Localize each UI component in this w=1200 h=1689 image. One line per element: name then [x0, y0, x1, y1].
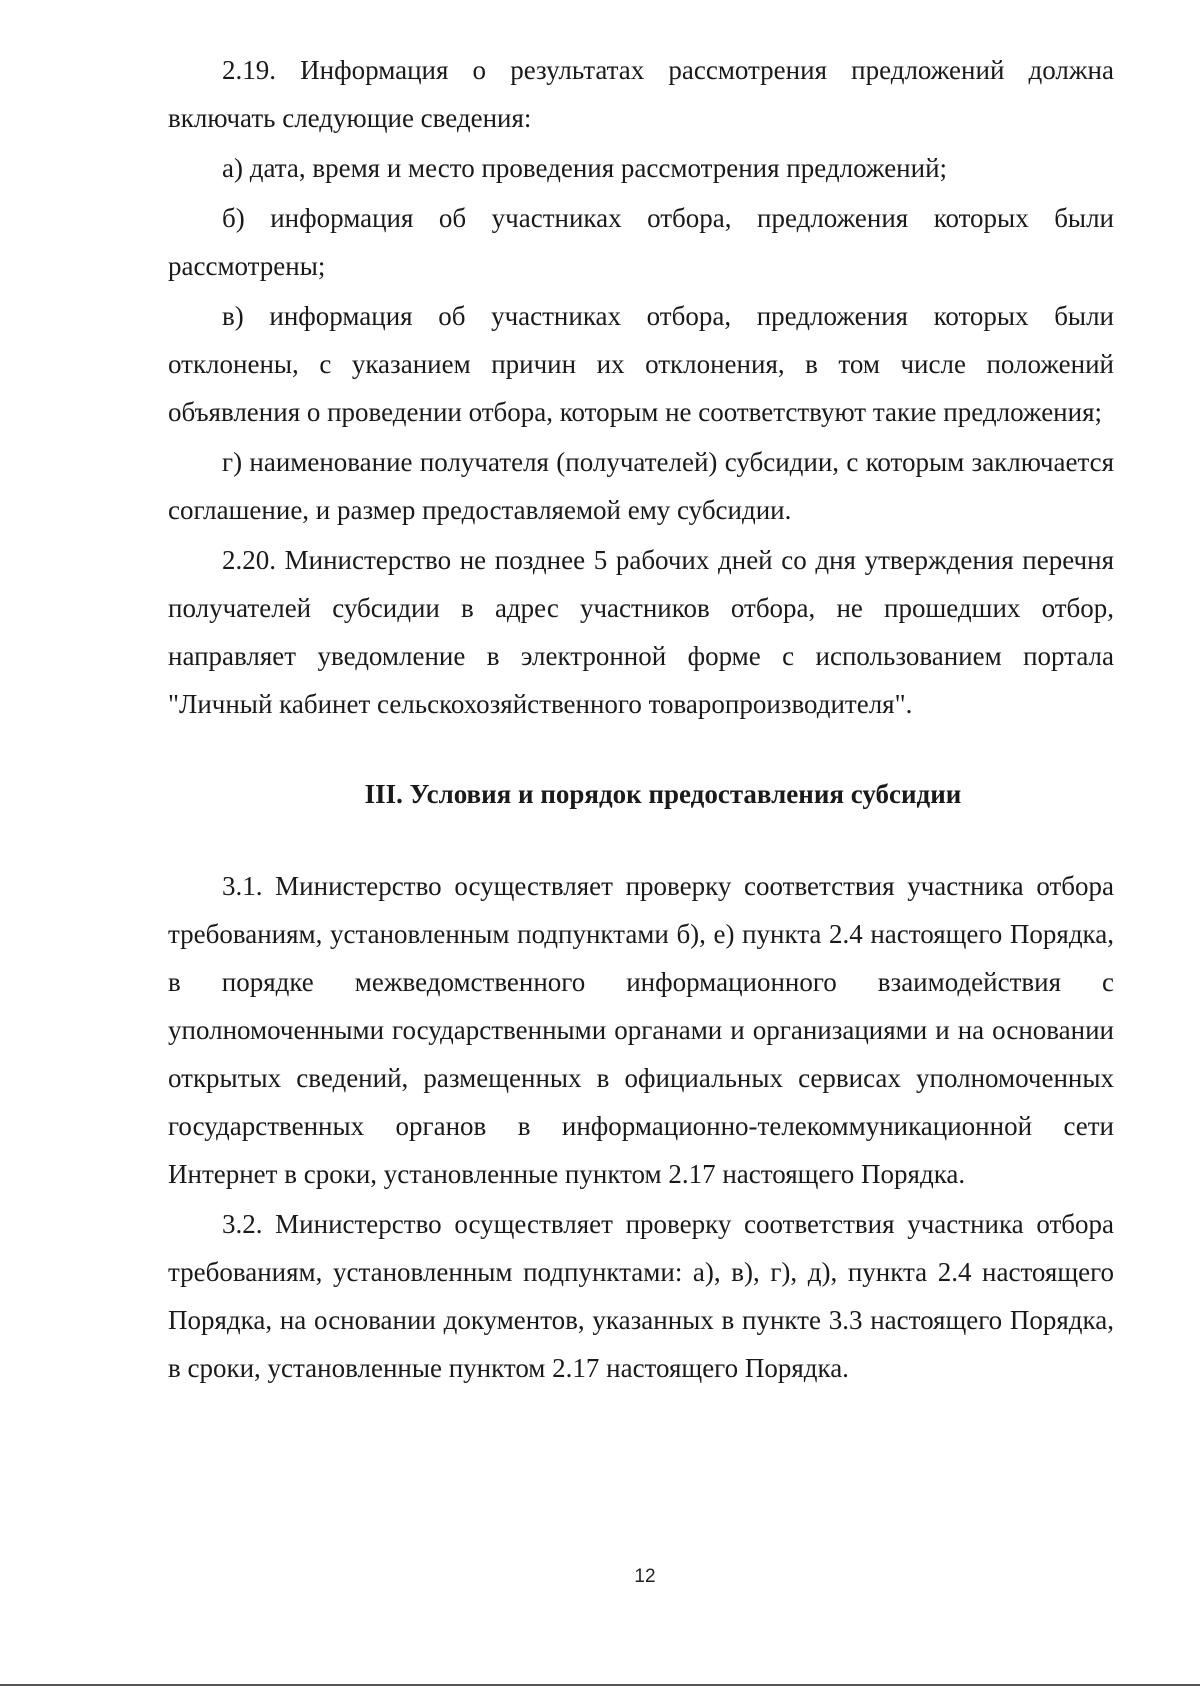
list-item-g: г) наименование получателя (получателей) субсидии, с которым заключается соглашение, и размер предоставляемой ему субсидии.	[168, 447, 1114, 525]
list-item-a: а) дата, время и место проведения рассмотрения предложений;	[222, 153, 948, 183]
paragraph-2-19: 2.19. Информация о результатах рассмотрения предложений должна включать следующие сведения:	[168, 55, 1114, 133]
list-item-v: в) информация об участниках отбора, предложения которых были отклонены, с указанием причин их отклонения, в том числе положений объявления о проведении отбора, которым не соответствуют такие предложения;	[168, 301, 1114, 427]
page-number: 12	[634, 1566, 656, 1587]
paragraph-3-2: 3.2. Министерство осуществляет проверку соответствия участника отбора требованиям, установленным подпунктами: а), в), г), д), пункта 2.4 настоящего Порядка, на основании документов, указанных в пункте 3.3 настоящего Порядка, в сроки, установленные пунктом 2.17 настоящего Порядка.	[168, 1209, 1114, 1383]
paragraph-2-20: 2.20. Министерство не позднее 5 рабочих дней со дня утверждения перечня получателей субсидии в адрес участников отбора, не прошедших отбор, направляет уведомление в электронной форме с использованием портала "Личный кабинет сельскохозяйственного товаропроизводителя".	[168, 545, 1114, 719]
paragraph-3-1: 3.1. Министерство осуществляет проверку соответствия участника отбора требованиям, установленным подпунктами б), е) пункта 2.4 настоящего Порядка, в порядке межведомственного информационного взаимодействия с уполномоченными государственными органами и организациями и на основании открытых сведений, размещенных в официальных сервисах уполномоченных государственных органов в информационно-телекоммуникационной сети Интернет в сроки, установленные пунктом 2.17 настоящего Порядка.	[168, 871, 1114, 1189]
list-item-b: б) информация об участниках отбора, предложения которых были рассмотрены;	[168, 203, 1114, 281]
section-heading: III. Условия и порядок предоставления субсидии	[364, 779, 962, 809]
bottom-rule	[0, 1684, 1200, 1686]
document-page	[168, 46, 1114, 1394]
